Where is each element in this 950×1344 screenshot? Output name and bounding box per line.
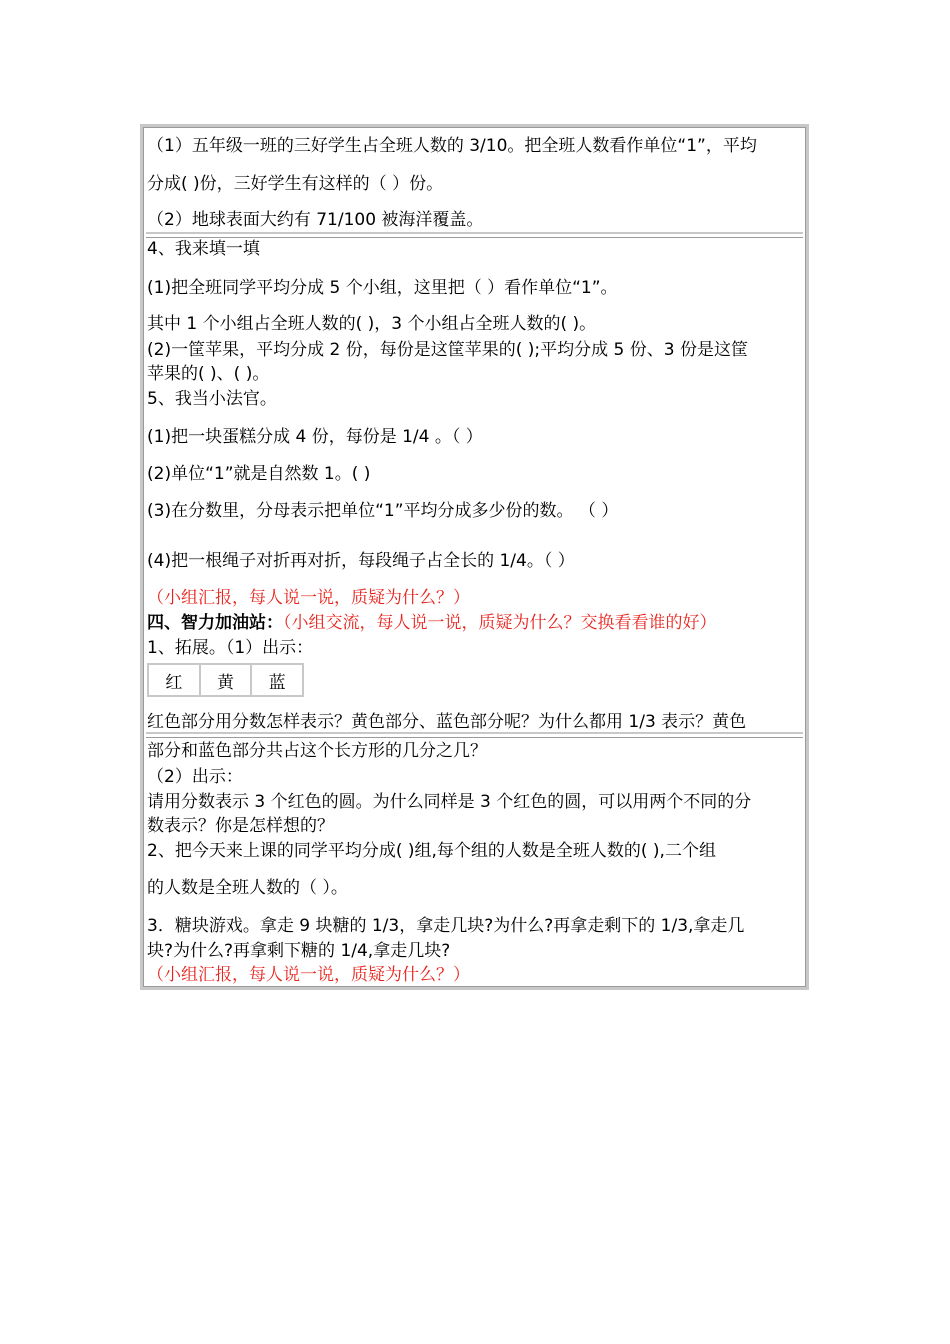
text-line: 的人数是全班人数的（ ）。 <box>147 878 348 898</box>
row-divider <box>146 232 803 238</box>
text-line: 块?为什么?再拿剩下糖的 1/4,拿走几块? <box>147 941 451 961</box>
text-line: (1)把全班同学平均分成 5 个小组，这里把（ ）看作单位“1”。 <box>147 278 618 298</box>
color-cell-blue: 蓝 <box>268 672 286 693</box>
group-report-note: （小组汇报，每人说一说，质疑为什么？） <box>147 588 470 608</box>
group-report-note: （小组汇报，每人说一说，质疑为什么？） <box>147 965 470 985</box>
content-table <box>140 124 809 990</box>
section-heading: 5、我当小法官。 <box>147 389 277 409</box>
section-heading: 4、我来填一填 <box>147 239 260 259</box>
text-line: 红色部分用分数怎样表示？黄色部分、蓝色部分呢？为什么都用 1/3 表示？黄色 <box>147 712 747 732</box>
section-title: 四、智力加油站： <box>147 613 283 633</box>
row-divider <box>146 732 803 738</box>
text-line: (1)把一块蛋糕分成 4 份，每份是 1/4 。（ ） <box>147 427 483 447</box>
text-line: (4)把一根绳子对折再对折，每段绳子占全长的 1/4。（ ） <box>147 551 575 571</box>
text-line: (2)单位“1”就是自然数 1。( ) <box>147 464 371 484</box>
content-table-inner <box>143 127 806 987</box>
text-line: （1）五年级一班的三好学生占全班人数的 3/10。把全班人数看作单位“1”，平均 <box>147 136 757 156</box>
text-line: (3)在分数里，分母表示把单位“1”平均分成多少份的数。 （ ） <box>147 501 619 521</box>
text-line: 3．糖块游戏。拿走 9 块糖的 1/3，拿走几块?为什么?再拿走剩下的 1/3,拿走几 <box>147 916 745 936</box>
text-line: （2）地球表面大约有 71/100 被海洋覆盖。 <box>147 210 484 230</box>
section-heading <box>147 613 717 633</box>
color-cell-red: 红 <box>149 665 201 695</box>
text-line: (2)一筐苹果，平均分成 2 份，每份是这筐苹果的( );平均分成 5 份、3 份是这筐 <box>147 340 748 360</box>
text-line: （2）出示： <box>147 767 243 787</box>
text-line: 苹果的( )、( )。 <box>147 364 270 384</box>
color-cell-yellow: 黄 <box>201 665 253 695</box>
text-line: 请用分数表示 3 个红色的圆。为什么同样是 3 个红色的圆，可以用两个不同的分 <box>147 792 752 812</box>
text-line: 其中 1 个小组占全班人数的( )，3 个小组占全班人数的( )。 <box>147 314 597 334</box>
group-exchange-note: （小组交流，每人说一说，质疑为什么？交换看看谁的好） <box>283 613 717 633</box>
text-line: 部分和蓝色部分共占这个长方形的几分之几？ <box>147 741 487 761</box>
text-line: 数表示？你是怎样想的？ <box>147 816 334 836</box>
color-table <box>147 663 304 697</box>
text-line: 1、拓展。（1）出示： <box>147 638 314 658</box>
text-line: 分成( )份，三好学生有这样的（ ）份。 <box>147 174 444 194</box>
text-line: 2、把今天来上课的同学平均分成( )组,每个组的人数是全班人数的( ),二个组 <box>147 841 716 861</box>
